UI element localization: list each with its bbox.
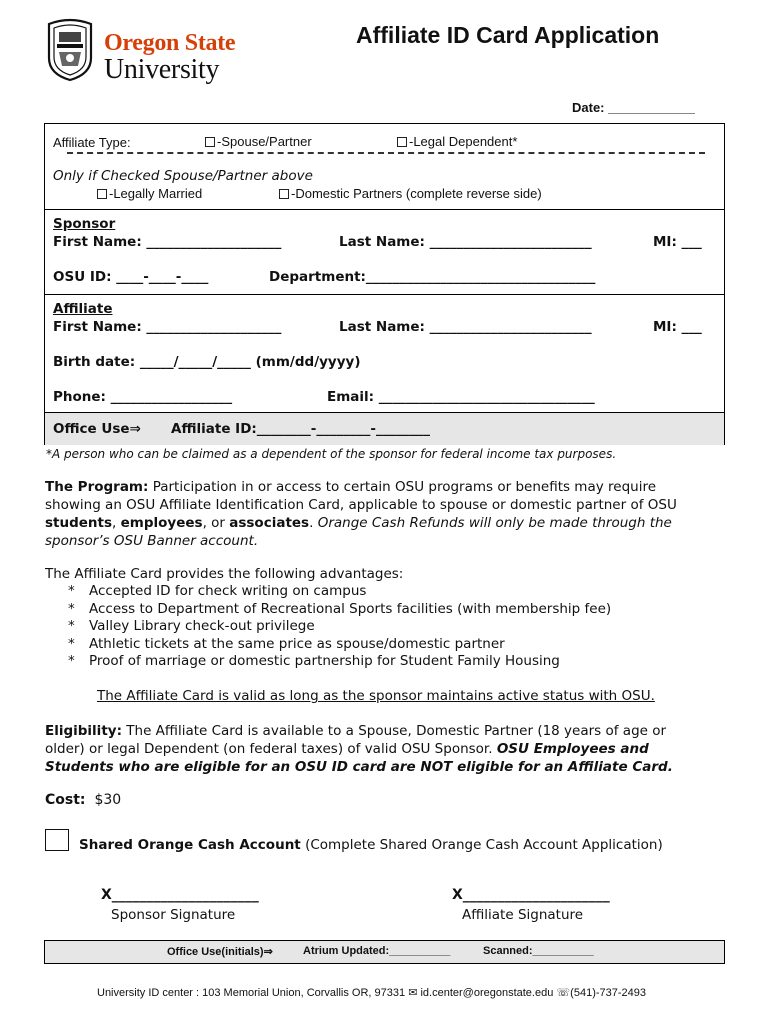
eligibility-paragraph: [45, 722, 710, 776]
advantages-list: [45, 582, 611, 670]
phone-icon: ☏: [556, 987, 571, 999]
email-field[interactable]: Email: ________________________________: [327, 389, 595, 405]
list-item: * Access to Department of Recreational Sports facilities (with membership fee): [45, 600, 611, 618]
page-title: Affiliate ID Card Application: [356, 22, 660, 48]
shared-account-label: Shared Orange Cash Account: [79, 837, 301, 853]
eligibility-label: Eligibility:: [45, 723, 122, 739]
domestic-partners-checkbox[interactable]: [279, 189, 289, 199]
atrium-updated-field[interactable]: Atrium Updated:__________: [303, 945, 451, 957]
affiliate-last-name-field[interactable]: Last Name: ________________________: [339, 319, 592, 335]
program-label: The Program:: [45, 479, 149, 495]
legal-dependent-option[interactable]: [397, 134, 517, 149]
legally-married-label: -Legally Married: [109, 186, 203, 201]
employees-term: employees: [120, 515, 203, 531]
list-item: * Athletic tickets at the same price as spouse/domestic partner: [45, 635, 611, 653]
affiliate-type-label: Affiliate Type:: [53, 135, 131, 150]
affiliate-signature-label: Affiliate Signature: [462, 907, 584, 923]
logo-wordmark-university: University: [104, 54, 220, 85]
cost-value: $30: [94, 792, 122, 808]
application-form-box: [44, 123, 725, 445]
sponsor-heading: Sponsor: [53, 216, 116, 232]
mail-icon: ✉: [408, 987, 418, 999]
osu-id-field[interactable]: OSU ID: ____-____-____: [53, 269, 209, 285]
section-divider: [45, 209, 724, 210]
affiliate-heading: Affiliate: [53, 301, 113, 317]
domestic-partners-option[interactable]: [279, 186, 542, 201]
scanned-field[interactable]: Scanned:__________: [483, 945, 594, 957]
office-use-label: Office Use⇒: [53, 421, 141, 437]
footer-email[interactable]: id.center@oregonstate.edu: [420, 987, 554, 999]
affiliate-signature-line[interactable]: X_____________________: [452, 887, 610, 903]
affiliate-id-field[interactable]: Affiliate ID:________-________-________: [171, 421, 431, 437]
associates-term: associates: [229, 515, 310, 531]
office-initials-label: Office Use(initials)⇒: [167, 946, 273, 958]
section-divider: [45, 294, 724, 295]
list-item: * Valley Library check-out privilege: [45, 617, 611, 635]
or-text: , or: [202, 515, 230, 531]
phone-field[interactable]: Phone: __________________: [53, 389, 233, 405]
department-field[interactable]: Department:__________________________________: [269, 269, 596, 285]
office-use-footer: [44, 940, 725, 964]
affiliate-mi-field[interactable]: MI: ___: [653, 319, 702, 335]
legal-dependent-checkbox[interactable]: [397, 137, 407, 147]
domestic-partners-label: -Domestic Partners (complete reverse side): [291, 186, 542, 201]
shared-account-line: [79, 836, 663, 854]
sponsor-first-name-field[interactable]: First Name: ____________________: [53, 234, 282, 250]
refund-note: Orange Cash Refunds will only be made through the sponsor’s OSU Banner account.: [45, 515, 672, 549]
validity-statement: The Affiliate Card is valid as long as the sponsor maintains active status with OSU.: [97, 688, 655, 704]
logo-wordmark-oregon-state: Oregon State: [104, 30, 236, 56]
program-text: Participation in or access to certain OSU programs or benefits may require showing an OSU Affiliate Identification Card, applicable to spouse or domestic partner of OSU: [45, 479, 677, 513]
list-item: * Proof of marriage or domestic partnership for Student Family Housing: [45, 652, 611, 670]
date-field[interactable]: Date: ____________: [572, 100, 695, 115]
legal-dependent-label: -Legal Dependent*: [409, 134, 518, 149]
sponsor-mi-field[interactable]: MI: ___: [653, 234, 702, 250]
eligibility-text: The Affiliate Card is available to a Spouse, Domestic Partner (18 years of age or older) or legal Dependent (on federal taxes) of valid OSU Sponsor.: [45, 723, 667, 757]
osu-seal-logo: [45, 18, 95, 82]
cost-line: [45, 792, 121, 808]
sponsor-signature-label: Sponsor Signature: [111, 907, 236, 923]
eligibility-emphasis: OSU Employees and Students who are eligible for an OSU ID card are NOT eligible for an Affiliate Card.: [45, 741, 673, 775]
legally-married-option[interactable]: [97, 186, 202, 201]
spouse-partner-label: -Spouse/Partner: [217, 134, 312, 149]
students-term: students: [45, 515, 113, 531]
shared-account-note: (Complete Shared Orange Cash Account Application): [305, 837, 663, 853]
affiliate-first-name-field[interactable]: First Name: ____________________: [53, 319, 282, 335]
footer-phone: (541)-737-2493: [570, 987, 647, 999]
birth-date-field[interactable]: Birth date: _____/_____/_____ (mm/dd/yyyy): [53, 354, 361, 370]
list-item: * Accepted ID for check writing on campus: [45, 582, 611, 600]
office-use-band: [45, 412, 724, 445]
dashed-divider: [67, 152, 705, 154]
comma: ,: [112, 515, 121, 531]
dependent-footnote: *A person who can be claimed as a dependent of the sponsor for federal income tax purposes.: [46, 447, 617, 461]
period: .: [309, 515, 318, 531]
footer-contact: [97, 986, 646, 999]
sponsor-last-name-field[interactable]: Last Name: ________________________: [339, 234, 592, 250]
cost-label: Cost:: [45, 792, 86, 808]
spouse-only-note: Only if Checked Spouse/Partner above: [53, 168, 313, 184]
legally-married-checkbox[interactable]: [97, 189, 107, 199]
footer-address: University ID center : 103 Memorial Union, Corvallis OR, 97331: [97, 987, 406, 999]
spouse-partner-option[interactable]: [205, 134, 312, 149]
shared-account-checkbox[interactable]: [45, 829, 69, 851]
spouse-partner-checkbox[interactable]: [205, 137, 215, 147]
program-paragraph: [45, 478, 710, 550]
sponsor-signature-line[interactable]: X_____________________: [101, 887, 259, 903]
advantages-intro: The Affiliate Card provides the following advantages:: [45, 566, 404, 582]
